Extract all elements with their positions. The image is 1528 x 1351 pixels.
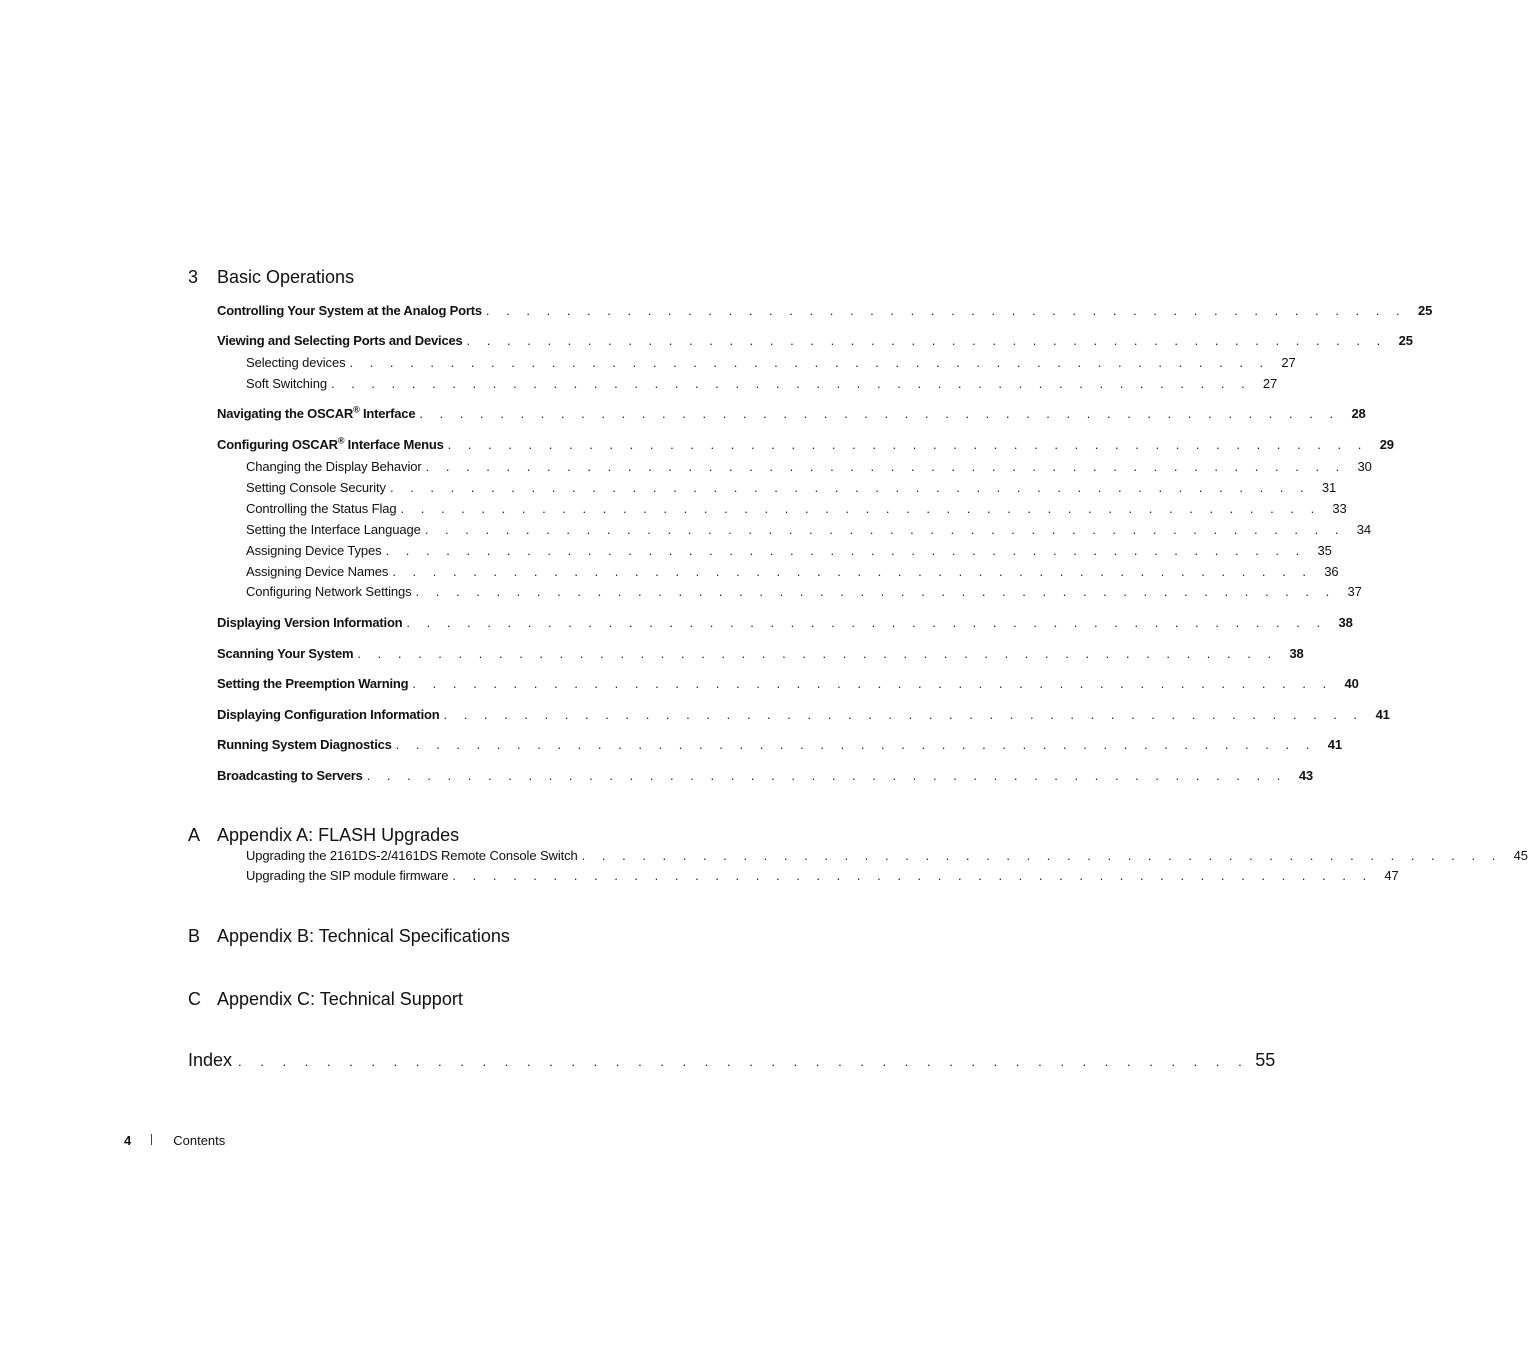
- chapter-number: A: [188, 825, 201, 845]
- toc-subentry[interactable]: Configuring Network Settings . . . . . . . . . . . . . . . . . . . . . . . . . . . . . . . . . . . . . . . . . . . . . . 37: [246, 584, 1362, 599]
- chapter-number: B: [188, 926, 201, 946]
- toc-subentry[interactable]: Setting Console Security . . . . . . . . . . . . . . . . . . . . . . . . . . . . . . . . . . . . . . . . . . . . . . 31: [246, 480, 1337, 495]
- toc-subentry[interactable]: Soft Switching . . . . . . . . . . . . . . . . . . . . . . . . . . . . . . . . . . . . . . . . . . . . . . 27: [246, 376, 1278, 391]
- chapter-number: 3: [188, 267, 199, 287]
- chapter-title[interactable]: Basic Operations: [217, 267, 355, 287]
- toc-subentry[interactable]: Setting the Interface Language . . . . . . . . . . . . . . . . . . . . . . . . . . . . . . . . . . . . . . . . . . . . . . 34: [246, 522, 1371, 537]
- toc-entry[interactable]: Viewing and Selecting Ports and Devices . . . . . . . . . . . . . . . . . . . . . . . . . . . . . . . . . . . . . . . . . . . . . . 25: [217, 333, 1413, 348]
- toc-subentry[interactable]: Assigning Device Types . . . . . . . . . . . . . . . . . . . . . . . . . . . . . . . . . . . . . . . . . . . . . . 35: [246, 543, 1332, 558]
- toc-entry[interactable]: Displaying Version Information . . . . . . . . . . . . . . . . . . . . . . . . . . . . . . . . . . . . . . . . . . . . . . 38: [217, 615, 1353, 630]
- footer-divider: [151, 1134, 152, 1145]
- toc-subentry[interactable]: Assigning Device Names . . . . . . . . . . . . . . . . . . . . . . . . . . . . . . . . . . . . . . . . . . . . . . 36: [246, 564, 1339, 579]
- page-footer: [124, 1133, 225, 1148]
- footer-page-number: 4: [124, 1133, 132, 1148]
- chapter-number: C: [188, 989, 201, 1009]
- index-entry[interactable]: Index . . . . . . . . . . . . . . . . . . . . . . . . . . . . . . . . . . . . . . . . . . . . . . 55: [188, 1050, 1276, 1070]
- registered-mark: ®: [337, 435, 345, 446]
- toc-subentry[interactable]: Controlling the Status Flag . . . . . . . . . . . . . . . . . . . . . . . . . . . . . . . . . . . . . . . . . . . . . . 33: [246, 501, 1347, 516]
- chapter-title[interactable]: Appendix A: FLASH Upgrades: [217, 825, 460, 845]
- toc-subentry[interactable]: Selecting devices . . . . . . . . . . . . . . . . . . . . . . . . . . . . . . . . . . . . . . . . . . . . . . 27: [246, 355, 1296, 370]
- toc-entry[interactable]: Configuring OSCAR® Interface Menus . . . . . . . . . . . . . . . . . . . . . . . . . . . . . . . . . . . . . . . . . . . . . . 29: [217, 435, 1394, 452]
- appendix-b-heading: [188, 925, 692, 947]
- index-title: Index: [188, 1050, 233, 1070]
- toc-entry[interactable]: Setting the Preemption Warning . . . . . . . . . . . . . . . . . . . . . . . . . . . . . . . . . . . . . . . . . . . . . . 40: [217, 676, 1359, 691]
- chapter-title[interactable]: Appendix B: Technical Specifications: [217, 926, 510, 946]
- toc-subentry[interactable]: Changing the Display Behavior . . . . . . . . . . . . . . . . . . . . . . . . . . . . . . . . . . . . . . . . . . . . . . 30: [246, 459, 1372, 474]
- chapter-3-heading: [188, 266, 692, 288]
- footer-section: Contents: [173, 1133, 226, 1148]
- registered-mark: ®: [353, 404, 360, 415]
- toc-entry[interactable]: Broadcasting to Servers . . . . . . . . . . . . . . . . . . . . . . . . . . . . . . . . . . . . . . . . . . . . . . 43: [217, 768, 1313, 783]
- toc-subentry[interactable]: Upgrading the 2161DS-2/4161DS Remote Console Switch . . . . . . . . . . . . . . . . . . . . . . . . . . . . . . . . . . . . . . . . . . . . . . 45: [246, 848, 1528, 863]
- chapter-title[interactable]: Appendix C: Technical Support: [217, 989, 463, 1009]
- appendix-a-heading: [188, 824, 692, 846]
- toc-entry[interactable]: Navigating the OSCAR® Interface . . . . . . . . . . . . . . . . . . . . . . . . . . . . . . . . . . . . . . . . . . . . . . 28: [217, 404, 1366, 421]
- toc-entry[interactable]: Displaying Configuration Information . . . . . . . . . . . . . . . . . . . . . . . . . . . . . . . . . . . . . . . . . . . . . . 41: [217, 707, 1390, 722]
- toc-entry[interactable]: Controlling Your System at the Analog Ports . . . . . . . . . . . . . . . . . . . . . . . . . . . . . . . . . . . . . . . . . . . . . . 25: [217, 303, 1433, 318]
- toc-subentry[interactable]: Upgrading the SIP module firmware . . . . . . . . . . . . . . . . . . . . . . . . . . . . . . . . . . . . . . . . . . . . . . 47: [246, 868, 1399, 883]
- appendix-c-heading: [188, 988, 692, 1010]
- index-page: 55: [1255, 1050, 1276, 1070]
- toc-entry[interactable]: Scanning Your System . . . . . . . . . . . . . . . . . . . . . . . . . . . . . . . . . . . . . . . . . . . . . . 38: [217, 646, 1304, 661]
- toc-entry[interactable]: Running System Diagnostics . . . . . . . . . . . . . . . . . . . . . . . . . . . . . . . . . . . . . . . . . . . . . . 41: [217, 737, 1342, 752]
